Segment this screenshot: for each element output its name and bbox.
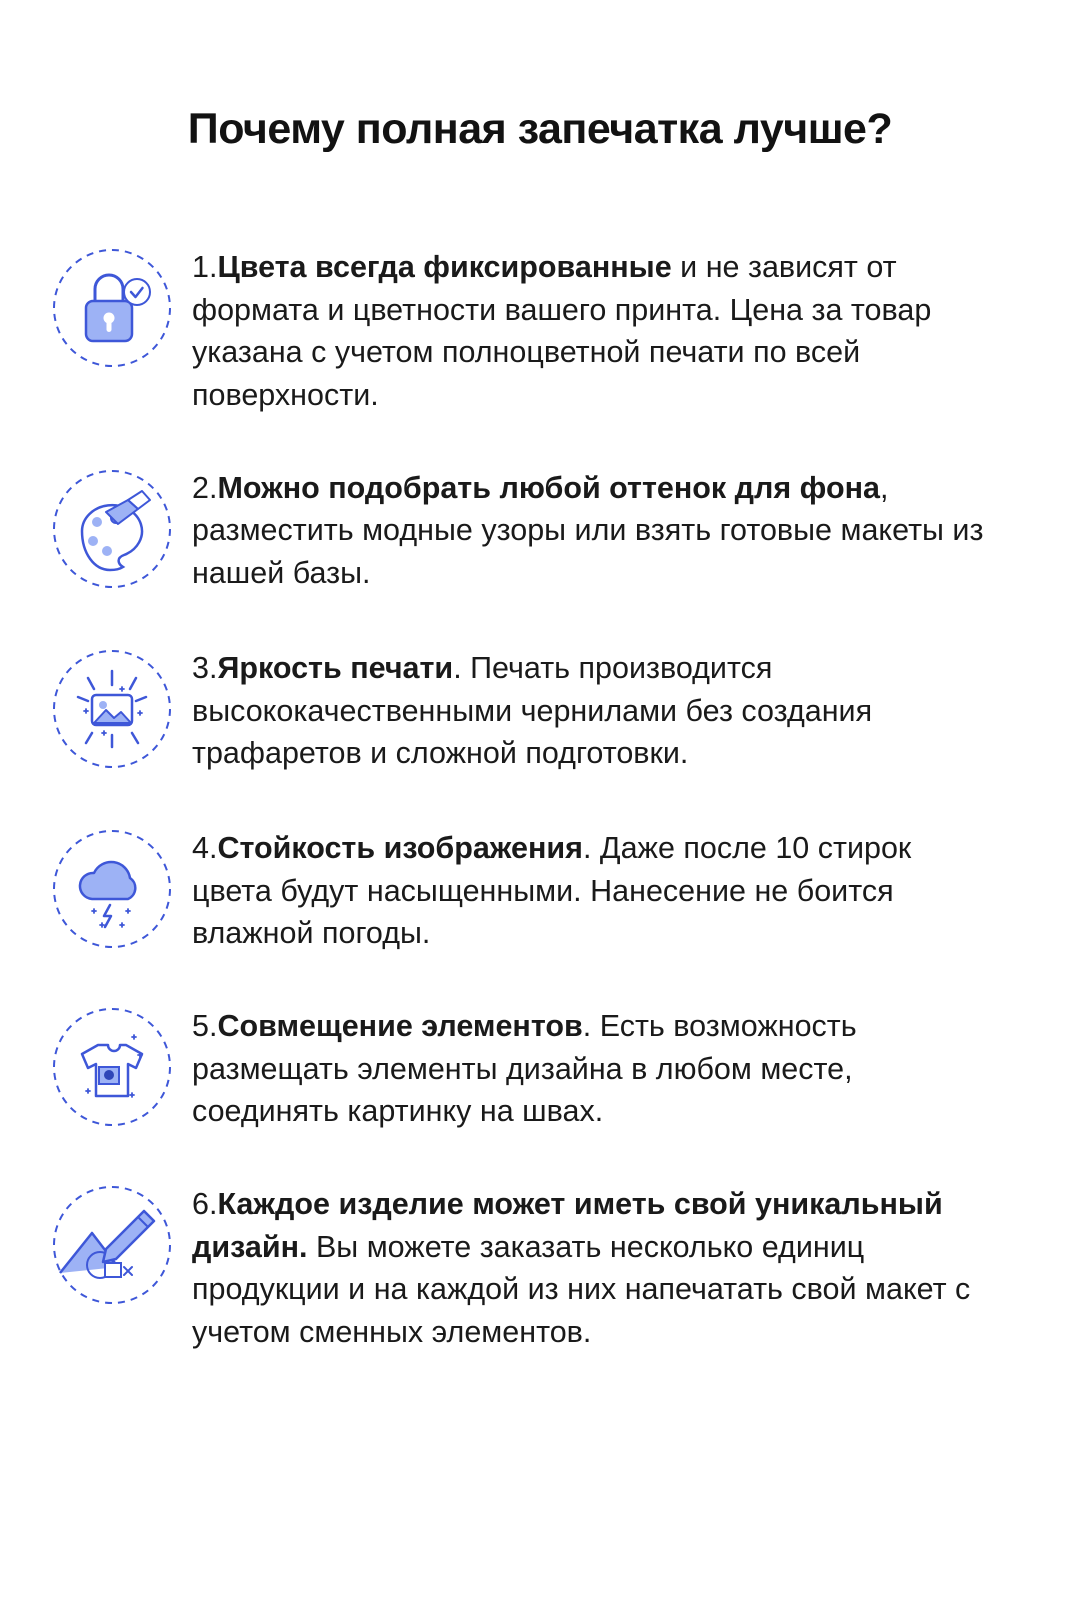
list-item-rest: Вы можете заказать несколько единиц продукции и на каждой из них напечатать свой макет с учетом сменных элементов. [192,1229,971,1350]
tshirt-print-icon [48,1003,176,1131]
list-item-rest: , разместить модные узоры или взять готовые макеты из нашей базы. [192,470,984,591]
list-item-number: 3. [192,650,218,685]
list-item-text [192,461,992,595]
list-item [48,821,1040,955]
lock-check-icon [48,244,176,372]
list-item-text [192,999,992,1133]
list-item-text [192,821,992,955]
list-item-bold: Каждое изделие может иметь свой уникальный дизайн. [192,1187,943,1264]
list-item-number: 2. [192,470,218,505]
list-item-bold: Яркость печати [217,650,454,685]
list-item-rest: . Печать производится высококачественными чернилами без создания трафаретов и сложной подготовки. [192,650,873,771]
list-item-text [192,240,992,417]
list-item [48,641,1040,775]
list-item-bold: Совмещение элементов [217,1008,583,1043]
list-item-number: 4. [192,830,218,865]
list-item-number: 1. [192,250,218,284]
list-item [48,999,1040,1133]
list-item-text [192,1177,992,1354]
list-item-text [192,641,992,775]
page-title: Почему полная запечатка лучше? [187,105,893,153]
list-item-rest: . Даже после 10 стирок цвета будут насыщенными. Нанесение не боится влажной погоды. [192,830,912,951]
palette-brush-icon [48,465,176,593]
list-item-number: 6. [192,1187,218,1221]
list-item-bold: Можно подобрать любой оттенок для фона [217,470,880,505]
bright-image-icon [48,645,176,773]
list-item [48,461,1040,595]
list-item-rest: . Есть возможность размещать элементы дизайна в любом месте, соединять картинку на швах. [192,1008,857,1129]
list-item [48,240,1040,417]
benefits-list [0,240,1080,1354]
list-item-number: 5. [192,1008,218,1043]
cloud-rain-icon [48,825,176,953]
pencil-design-icon [48,1181,176,1309]
list-item [48,1177,1040,1354]
list-item-rest: и не зависят от формата и цветности вашего принта. Цена за товар указана с учетом полноцветной печати по всей поверхности. [192,250,932,413]
list-item-bold: Цвета всегда фиксированные [217,250,672,284]
list-item-bold: Стойкость изображения [217,830,583,865]
